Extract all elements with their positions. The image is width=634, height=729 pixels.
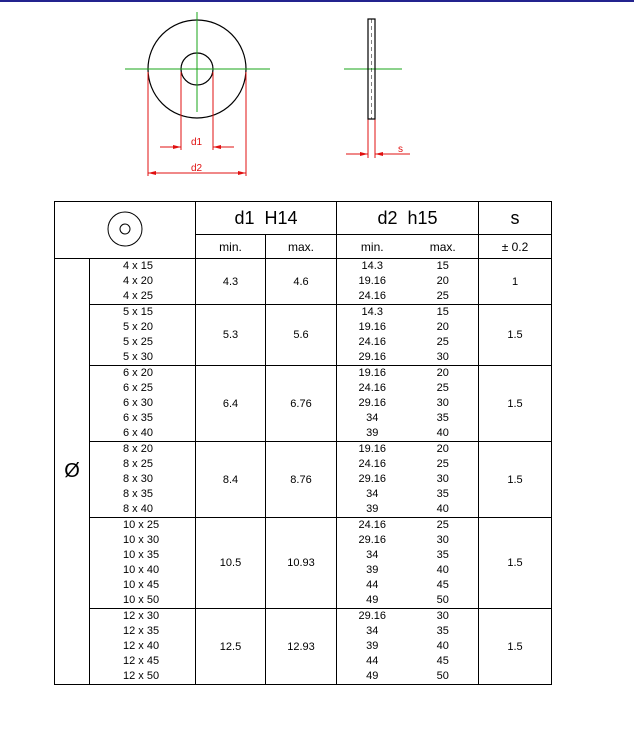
size-list-value: 6 x 30 (123, 397, 153, 409)
d2-min-list-value: 24.16 (358, 382, 387, 394)
d2-min-list-value: 19.16 (358, 321, 387, 333)
table-row (55, 609, 552, 685)
d2-min-list-value: 24.16 (358, 458, 387, 470)
table-row (55, 366, 552, 442)
size-list-value: 5 x 30 (123, 351, 153, 363)
d2-max-list-value: 45 (436, 579, 449, 591)
d2-header: d2 h15 (337, 202, 479, 235)
d2-min-list (337, 518, 408, 609)
d2-max-list-value: 50 (436, 670, 449, 682)
size-list-value: 10 x 45 (123, 579, 160, 591)
size-list-value: 8 x 30 (123, 473, 153, 485)
size-list-value: 12 x 45 (123, 655, 160, 667)
s-cell: 1.5 (479, 609, 552, 685)
d2-max-list (408, 305, 479, 366)
d2-max-list (408, 366, 479, 442)
d2-min-list-value: 39 (366, 503, 379, 515)
d2-min-list-value: 49 (366, 594, 379, 606)
d2-min-list (337, 366, 408, 442)
s-cell: 1.5 (479, 518, 552, 609)
size-list-value: 6 x 35 (123, 412, 153, 424)
size-list-value: 8 x 35 (123, 488, 153, 500)
dimension-lines (148, 72, 410, 176)
s-dimension-label: s (398, 144, 403, 155)
size-list (90, 259, 196, 305)
d2-min-list-value: 19.16 (358, 443, 387, 455)
d2-min-list-value: 34 (366, 412, 379, 424)
d1-min-cell: 5.3 (196, 305, 266, 366)
d1-max-cell: 5.6 (266, 305, 337, 366)
size-list-value: 8 x 40 (123, 503, 153, 515)
d1-max-cell: 4.6 (266, 259, 337, 305)
d2-max-list-value: 25 (436, 519, 449, 531)
d2-max-list-value: 25 (436, 290, 449, 302)
d2-min-list-value: 24.16 (358, 336, 387, 348)
d2-max-list (408, 518, 479, 609)
d1-max-cell: 6.76 (266, 366, 337, 442)
d2-max-list-value: 30 (436, 473, 449, 485)
d2-max-list (408, 442, 479, 518)
d2-max-list-value: 15 (436, 306, 449, 318)
size-list-value: 5 x 20 (123, 321, 153, 333)
d2-min-list (337, 305, 408, 366)
diameter-symbol: Ø (55, 259, 90, 685)
size-list-value: 6 x 40 (123, 427, 153, 439)
d1-dimension-label: d1 (191, 137, 203, 148)
size-list-value: 6 x 20 (123, 367, 153, 379)
d2-max-list-value: 20 (436, 275, 449, 287)
size-list (90, 366, 196, 442)
s-cell: 1.5 (479, 442, 552, 518)
d2-min-list (337, 259, 408, 305)
d2-max-list-value: 25 (436, 336, 449, 348)
d1-header: d1 H14 (196, 202, 337, 235)
d2-dimension-label: d2 (191, 163, 203, 174)
s-cell: 1.5 (479, 366, 552, 442)
d2-min-list-value: 39 (366, 640, 379, 652)
size-list-value: 12 x 40 (123, 640, 160, 652)
d2-min-list-value: 44 (366, 579, 379, 591)
d2-min-list-value: 29.16 (358, 397, 387, 409)
d2-min-list (337, 442, 408, 518)
d2-min-list-value: 19.16 (358, 275, 387, 287)
d2-min-list-value: 34 (366, 549, 379, 561)
washer-dimensions-table (54, 201, 552, 685)
d2-max-list-value: 40 (436, 640, 449, 652)
d2-max-list-value: 30 (436, 351, 449, 363)
size-list-value: 4 x 25 (123, 290, 153, 302)
table-row (55, 518, 552, 609)
d2-max-list (408, 259, 479, 305)
dimension-arrows (148, 145, 383, 175)
s-header: s (479, 202, 552, 235)
size-list-value: 10 x 25 (123, 519, 160, 531)
d1-max-cell: 10.93 (266, 518, 337, 609)
d2-max-list-value: 30 (436, 397, 449, 409)
d2-max-list-value: 20 (436, 443, 449, 455)
s-cell: 1.5 (479, 305, 552, 366)
d2-max-list-value: 30 (436, 534, 449, 546)
d2-min-list-value: 19.16 (358, 367, 387, 379)
d2-min-list-value: 24.16 (358, 290, 387, 302)
d2-max-list-value: 40 (436, 564, 449, 576)
d1-max-cell: 12.93 (266, 609, 337, 685)
size-list (90, 305, 196, 366)
d2-min-list (337, 609, 408, 685)
size-list-value: 10 x 50 (123, 594, 160, 606)
size-list-value: 10 x 40 (123, 564, 160, 576)
d2-min-list-value: 44 (366, 655, 379, 667)
d2-min-header: min. (337, 235, 408, 259)
d1-min-header: min. (196, 235, 266, 259)
d2-min-list-value: 29.16 (358, 610, 387, 622)
d2-max-list-value: 40 (436, 503, 449, 515)
size-list-value: 5 x 25 (123, 336, 153, 348)
d1-max-header: max. (266, 235, 337, 259)
size-list-value: 10 x 35 (123, 549, 160, 561)
d1-min-cell: 10.5 (196, 518, 266, 609)
s-cell: 1 (479, 259, 552, 305)
table-row (55, 259, 552, 305)
d2-max-list-value: 35 (436, 625, 449, 637)
d2-max-list-value: 35 (436, 549, 449, 561)
d2-min-list-value: 39 (366, 564, 379, 576)
d1-max-cell: 8.76 (266, 442, 337, 518)
d2-min-list-value: 14.3 (361, 260, 383, 272)
d1-min-cell: 8.4 (196, 442, 266, 518)
table-row (55, 305, 552, 366)
d2-min-list-value: 39 (366, 427, 379, 439)
d2-min-list-value: 49 (366, 670, 379, 682)
size-list-value: 6 x 25 (123, 382, 153, 394)
d2-max-list-value: 20 (436, 367, 449, 379)
size-list-value: 12 x 35 (123, 625, 160, 637)
d2-max-list-value: 35 (436, 488, 449, 500)
size-list-value: 10 x 30 (123, 534, 160, 546)
d2-max-list-value: 25 (436, 458, 449, 470)
d2-min-list-value: 29.16 (358, 473, 387, 485)
d2-min-list-value: 14.3 (361, 306, 383, 318)
d2-max-list-value: 25 (436, 382, 449, 394)
d2-max-list-value: 30 (436, 610, 449, 622)
size-list (90, 442, 196, 518)
d2-min-list-value: 24.16 (358, 519, 387, 531)
washer-drawing (0, 0, 634, 200)
d1-min-cell: 6.4 (196, 366, 266, 442)
size-list (90, 518, 196, 609)
washer-icon (105, 209, 145, 249)
washer-icon-cell (55, 202, 196, 259)
s-tolerance-header: ± 0.2 (479, 235, 552, 259)
d2-min-list-value: 29.16 (358, 351, 387, 363)
d2-max-list-value: 35 (436, 412, 449, 424)
d1-min-cell: 4.3 (196, 259, 266, 305)
size-list-value: 8 x 20 (123, 443, 153, 455)
size-list-value: 4 x 15 (123, 260, 153, 272)
d2-max-list (408, 609, 479, 685)
size-list-value: 12 x 30 (123, 610, 160, 622)
table-row (55, 442, 552, 518)
size-list-value: 4 x 20 (123, 275, 153, 287)
size-list-value: 8 x 25 (123, 458, 153, 470)
d2-min-list-value: 34 (366, 625, 379, 637)
d2-max-list-value: 15 (436, 260, 449, 272)
size-list (90, 609, 196, 685)
d2-max-list-value: 50 (436, 594, 449, 606)
d2-min-list-value: 34 (366, 488, 379, 500)
size-list-value: 12 x 50 (123, 670, 160, 682)
size-list-value: 5 x 15 (123, 306, 153, 318)
d2-min-list-value: 29.16 (358, 534, 387, 546)
d2-max-list-value: 20 (436, 321, 449, 333)
d1-min-cell: 12.5 (196, 609, 266, 685)
center-lines (125, 12, 402, 112)
d2-max-list-value: 40 (436, 427, 449, 439)
d2-max-list-value: 45 (436, 655, 449, 667)
d2-max-header: max. (408, 235, 479, 259)
